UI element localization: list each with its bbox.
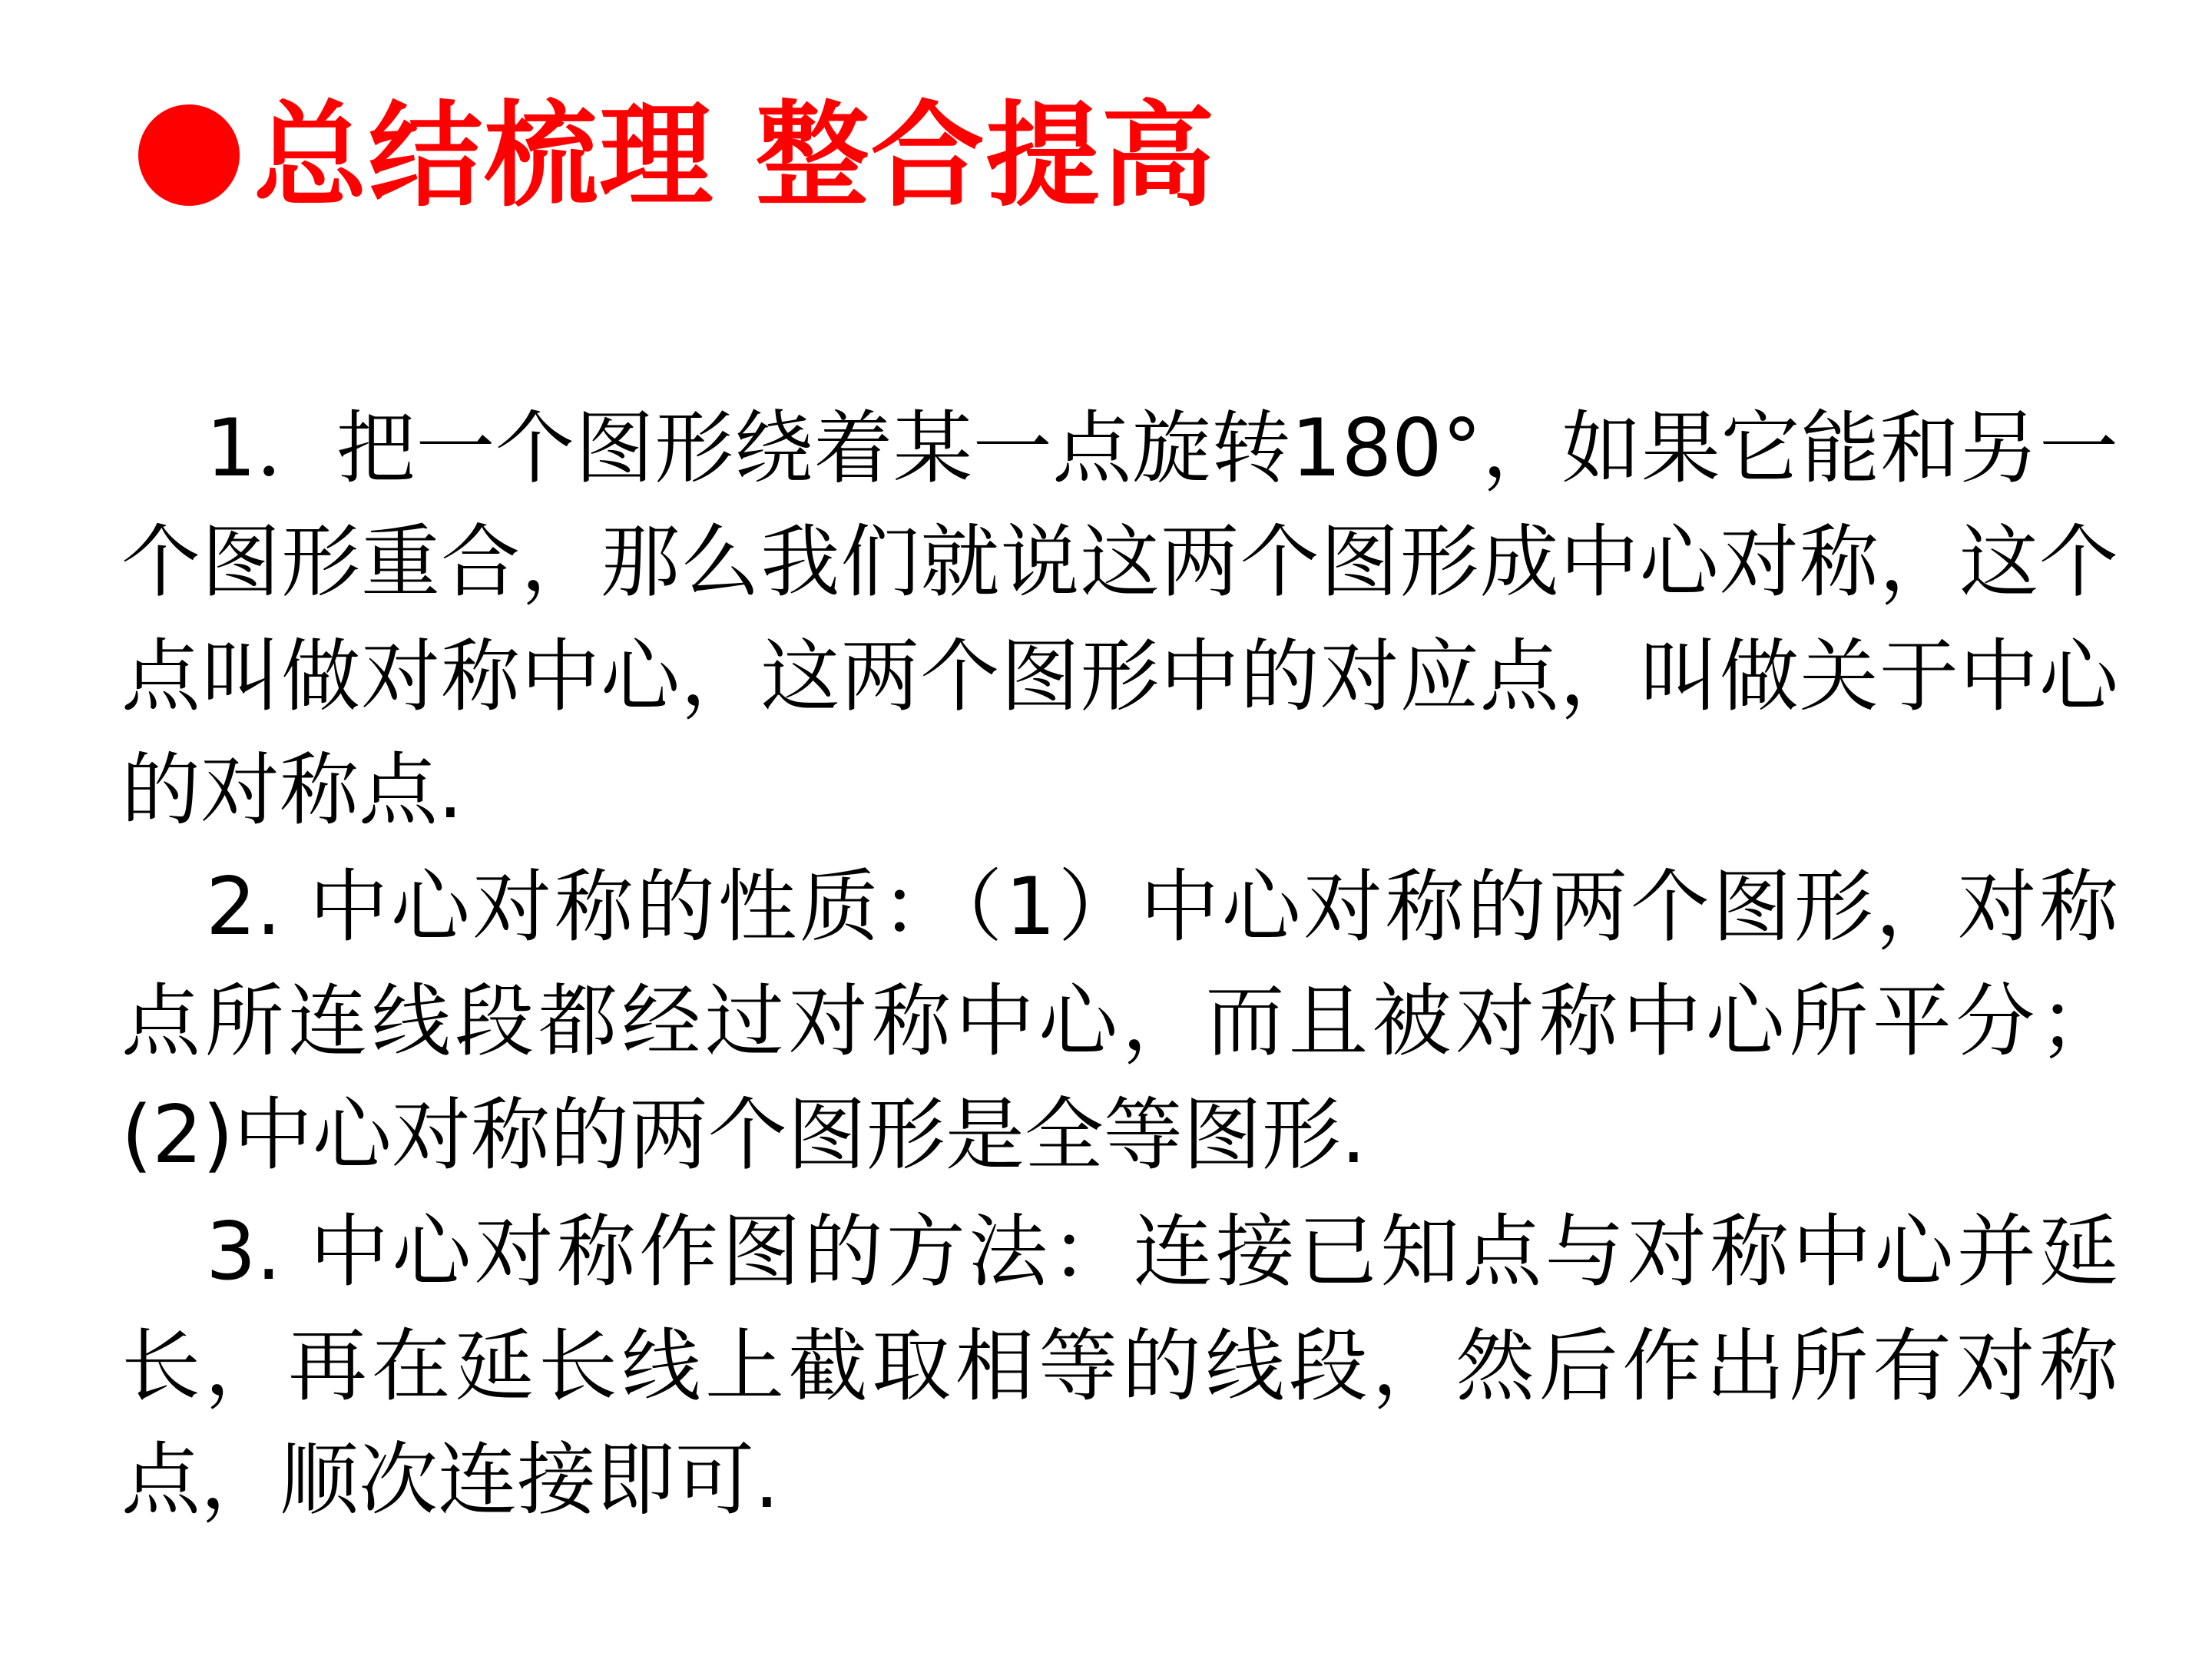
body-paragraph-1: 1．把一个图形绕着某一点旋转180°，如果它能和另一个图形重合，那么我们就说这两个图形成中心对称，这个点叫做对称中心，这两个图形中的对应点，叫做关于中心的对称点.: [121, 402, 2118, 836]
slide-title: [138, 88, 1217, 222]
body-paragraph-3: 3. 中心对称作图的方法：连接已知点与对称中心并延长，再在延长线上截取相等的线段，然后作出所有对称点，顺次连接即可.: [121, 1206, 2118, 1526]
slide-title-text: 总结梳理 整合提高: [253, 88, 1217, 222]
body-paragraph-2: 2. 中心对称的性质：（1）中心对称的两个图形，对称点所连线段都经过对称中心，而且被对称中心所平分；(2)中心对称的两个图形是全等图形.: [121, 861, 2118, 1181]
filled-circle-bullet-icon: [138, 104, 240, 206]
slide-body: [121, 392, 2118, 1540]
